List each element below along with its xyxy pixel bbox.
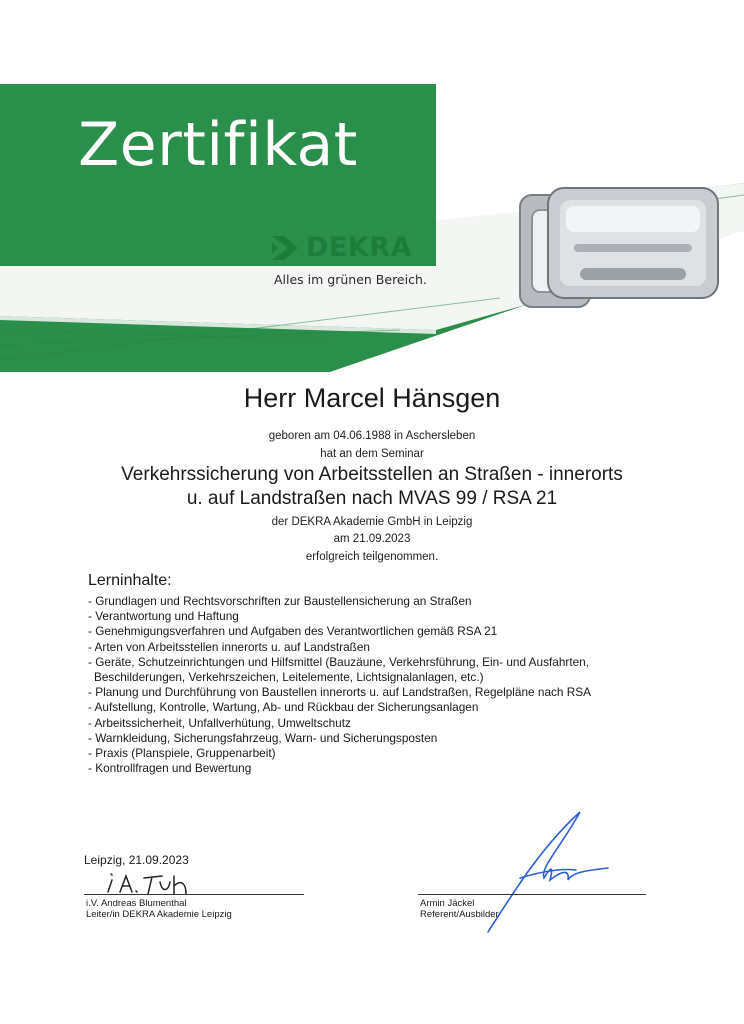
right-signer-name: Armin Jäckel bbox=[420, 898, 475, 909]
content-list bbox=[88, 594, 688, 776]
course-title-line2: u. auf Landstraßen nach MVAS 99 / RSA 21 bbox=[186, 488, 558, 509]
course-title-line1: Verkehrssicherung von Arbeitsstellen an Straßen - innerorts bbox=[121, 464, 623, 485]
left-signer-name: i.V. Andreas Blumenthal bbox=[86, 898, 187, 909]
list-item: - Planung und Durchführung von Baustellen innerorts u. auf Landstraßen, Regelpläne nach RSA bbox=[88, 685, 591, 700]
certificate-banner bbox=[0, 0, 744, 380]
result-line: erfolgreich teilgenommen. bbox=[305, 551, 439, 563]
list-item: - Aufstellung, Kontrolle, Wartung, Ab- und Rückbau der Sicherungsanlagen bbox=[88, 700, 479, 715]
list-item: - Praxis (Planspiele, Gruppenarbeit) bbox=[88, 746, 276, 761]
recipient-name: Herr Marcel Hänsgen bbox=[243, 383, 501, 413]
list-item: - Kontrollfragen und Bewertung bbox=[88, 761, 252, 776]
list-item: - Arbeitssicherheit, Unfallverhütung, Umweltschutz bbox=[88, 715, 351, 730]
intro-line: hat an dem Seminar bbox=[320, 448, 424, 460]
brand-name: DEKRA bbox=[306, 232, 412, 263]
left-signature-line bbox=[84, 894, 304, 895]
right-signature-handwriting bbox=[480, 808, 620, 938]
dekra-logo-icon bbox=[270, 234, 302, 262]
left-signer-role: Leiter/in DEKRA Akademie Leipzig bbox=[86, 909, 232, 920]
list-item: Beschilderungen, Verkehrszeichen, Leitelemente, Lichtsignalanlagen, etc.) bbox=[94, 670, 484, 685]
brand-slogan: Alles im grünen Bereich. bbox=[274, 272, 427, 287]
buckle-icon bbox=[520, 188, 718, 307]
list-item: - Grundlagen und Rechtsvorschriften zur Baustellensicherung an Straßen bbox=[88, 594, 472, 608]
date-line: am 21.09.2023 bbox=[333, 533, 411, 545]
content-heading: Lerninhalte: bbox=[88, 572, 172, 589]
list-item: - Warnkleidung, Sicherungsfahrzeug, Warn- und Sicherungsposten bbox=[88, 730, 438, 745]
list-item: - Geräte, Schutzeinrichtungen und Hilfsmittel (Bauzäune, Verkehrsführung, Ein- und Ausfahrten, bbox=[88, 654, 589, 669]
place-date: Leipzig, 21.09.2023 bbox=[84, 853, 189, 867]
right-signer-role: Referent/Ausbilder bbox=[420, 909, 499, 920]
list-item: - Arten von Arbeitsstellen innerorts u. auf Landstraßen bbox=[88, 639, 370, 654]
right-signature-line bbox=[418, 894, 646, 895]
list-item: - Verantwortung und Haftung bbox=[88, 609, 239, 624]
list-item: - Genehmigungsverfahren und Aufgaben des Verantwortlichen gemäß RSA 21 bbox=[88, 624, 498, 639]
birth-line: geboren am 04.06.1988 in Aschersleben bbox=[268, 430, 476, 442]
certificate-title: Zertifikat bbox=[78, 110, 358, 180]
organizer-line: der DEKRA Akademie GmbH in Leipzig bbox=[271, 516, 473, 528]
